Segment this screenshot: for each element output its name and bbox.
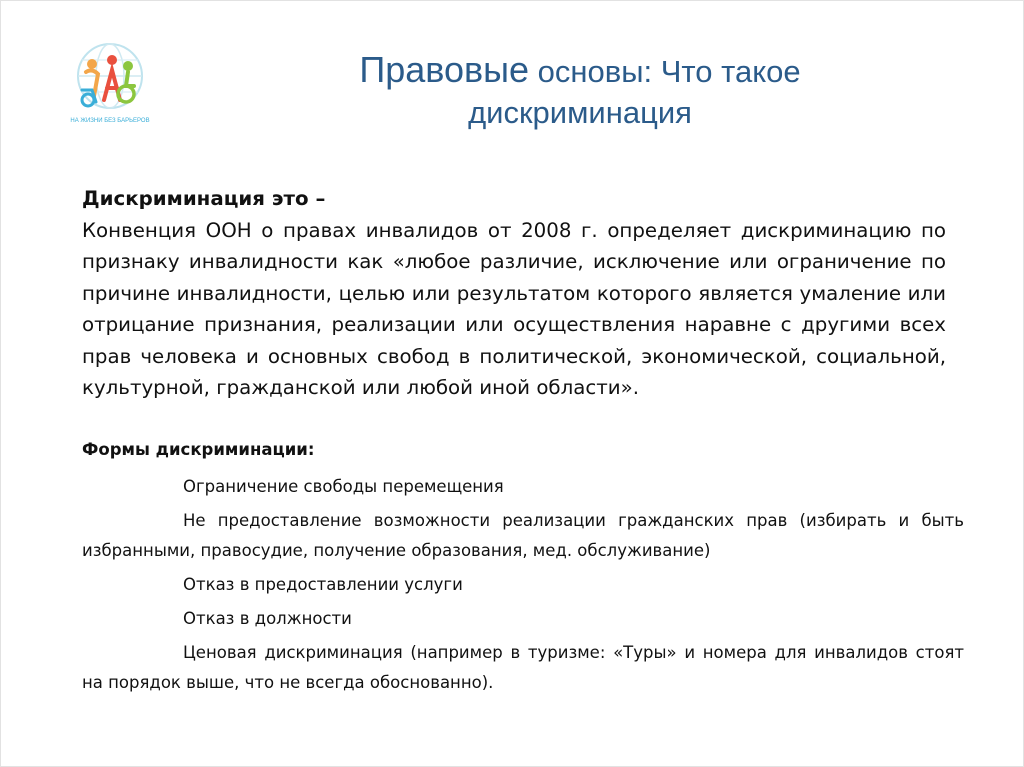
- list-item: Ценовая дискриминация (например в туризме: «Туры» и номера для инвалидов стоят на порядок выше, что не всегда обоснованно).: [82, 643, 964, 692]
- list-item: Отказ в должности: [183, 609, 352, 628]
- forms-heading: Формы дискриминации:: [82, 440, 315, 459]
- logo-caption: НА ЖИЗНИ БЕЗ БАРЬЕРОВ: [70, 118, 150, 124]
- organization-logo: [64, 40, 156, 128]
- title-part-1: Правовые: [359, 49, 530, 90]
- slide-title: [300, 47, 860, 133]
- forms-list: [82, 472, 964, 702]
- definition-block: [82, 183, 946, 404]
- title-part-3: дискриминация: [468, 95, 692, 130]
- definition-heading: Дискриминация это –: [82, 187, 326, 210]
- list-item: Отказ в предоставлении услуги: [183, 575, 463, 594]
- definition-text: Конвенция ООН о правах инвалидов от 2008 г. определяет дискриминацию по признаку инвалидности как «любое различие, исключение или ограничение по причине инвалидности, целью или результатом которого является умаление или отрицание признания, реализации или осуществления наравне с другими всех прав человека и основных свобод в политической, экономической, социальной, культурной, гражданской или любой иной области».: [82, 218, 946, 399]
- list-item: Ограничение свободы перемещения: [183, 477, 504, 496]
- logo-globe-icon: [64, 40, 156, 128]
- list-item: Не предоставление возможности реализации гражданских прав (избирать и быть избранными, правосудие, получение образования, мед. обслуживание): [82, 511, 964, 560]
- title-part-2: основы: Что такое: [529, 54, 801, 89]
